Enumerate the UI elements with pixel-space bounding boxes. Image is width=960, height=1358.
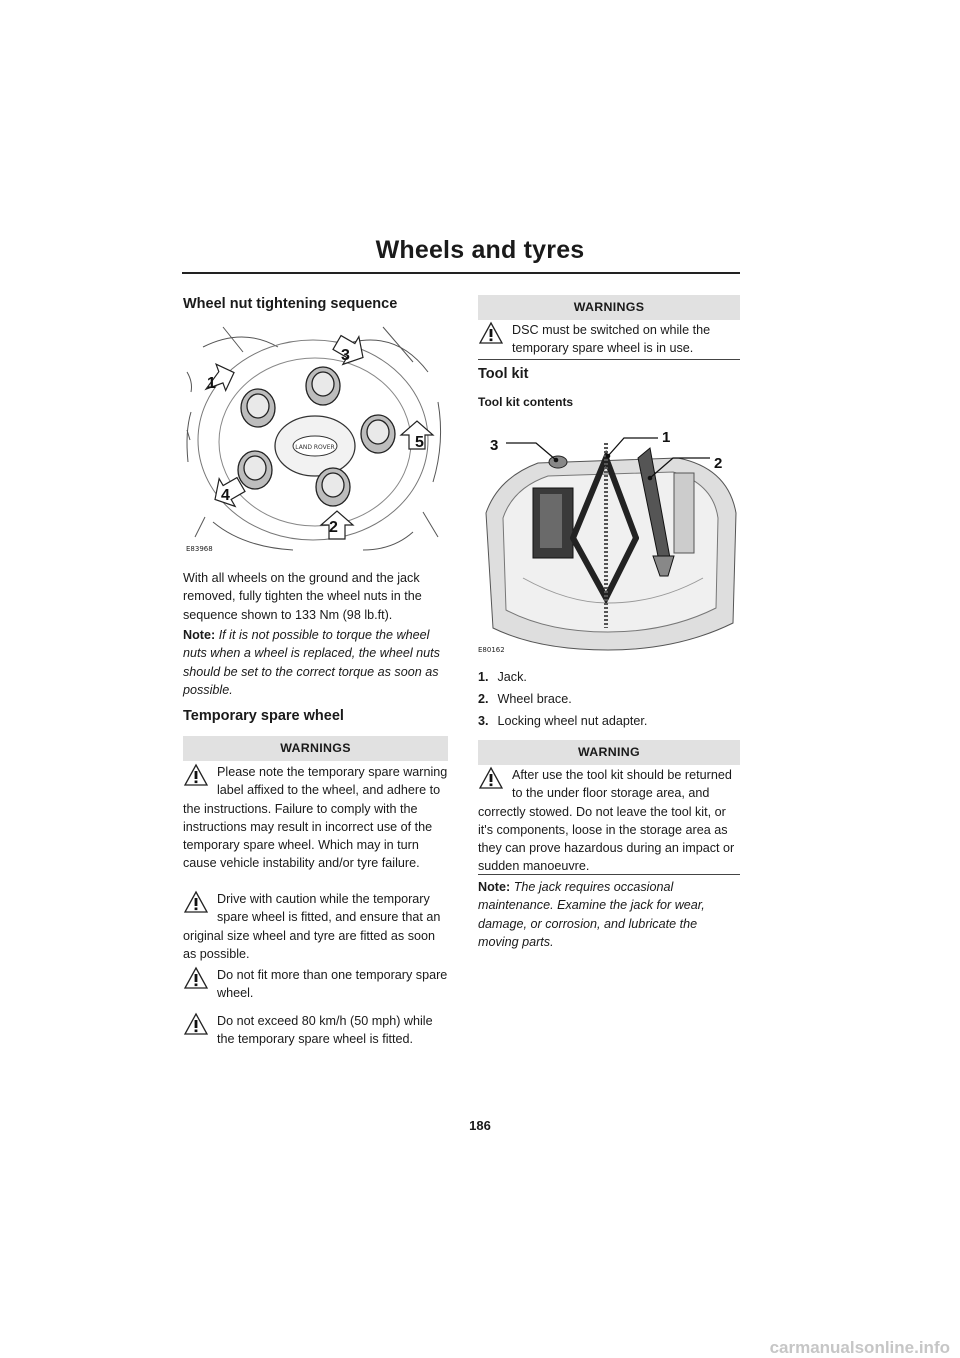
warning-item-caution <box>183 890 448 963</box>
warning-item-stow <box>478 766 740 876</box>
list-text: Locking wheel nut adapter. <box>497 714 648 728</box>
warning-triangle-icon <box>183 966 217 1002</box>
list-text: Wheel brace. <box>497 692 572 706</box>
fig1-code: E83968 <box>186 545 213 553</box>
list-number: 3. <box>478 714 489 728</box>
warning-header: WARNING <box>478 740 740 765</box>
list-item <box>478 666 740 688</box>
fig1-label-1: 1 <box>207 375 216 392</box>
fig2-code: E80162 <box>478 646 505 654</box>
section-title-wheel-nut: Wheel nut tightening sequence <box>183 296 398 312</box>
list-text: Jack. <box>497 670 527 684</box>
fig2-label-2: 2 <box>714 455 723 472</box>
warning-triangle-icon <box>183 890 217 926</box>
note-text: The jack requires occasional maintenance. Examine the jack for wear, damage, or corrosion, and lubricate the moving parts. <box>478 880 705 949</box>
warning-text: DSC must be switched on while the temporary spare wheel is in use. <box>512 323 711 356</box>
tool-kit-figure <box>478 418 740 654</box>
title-rule <box>182 272 740 274</box>
list-number: 1. <box>478 670 489 684</box>
note-torque <box>183 626 448 699</box>
warning-triangle-icon <box>183 763 217 799</box>
warning-item-speed <box>183 1012 448 1049</box>
list-item <box>478 688 740 710</box>
fig1-label-3: 3 <box>341 347 350 364</box>
note-text: If it is not possible to torque the wheel nuts when a wheel is replaced, the wheel nuts should be set to the correct torque as soon as possible. <box>183 628 440 697</box>
page-number: 186 <box>469 1118 491 1133</box>
list-number: 2. <box>478 692 489 706</box>
warnings-header: WARNINGS <box>478 295 740 320</box>
warning-rule <box>478 359 740 360</box>
fig2-label-3: 3 <box>490 437 499 454</box>
note-label: Note: <box>183 628 216 642</box>
warning-text: Do not exceed 80 km/h (50 mph) while the temporary spare wheel is fitted. <box>217 1014 433 1047</box>
section-title-temporary-spare: Temporary spare wheel <box>183 708 344 724</box>
subtitle-tool-kit-contents: Tool kit contents <box>478 395 574 409</box>
fig1-label-2: 2 <box>329 519 338 536</box>
page-title: Wheels and tyres <box>375 236 585 264</box>
warning-item-dsc <box>478 321 740 358</box>
list-item <box>478 710 740 732</box>
warning-item-one-spare <box>183 966 448 1003</box>
warning-item-label <box>183 763 448 873</box>
para-tightening: With all wheels on the ground and the jack removed, fully tighten the wheel nuts in the sequence shown to 133 Nm (98 lb.ft). <box>183 571 422 622</box>
warning-text: Do not fit more than one temporary spare wheel. <box>217 968 448 1001</box>
warning-triangle-icon <box>478 766 512 802</box>
fig2-label-1: 1 <box>662 429 671 446</box>
wheel-nut-sequence-figure <box>183 322 448 554</box>
watermark: carmanualsonline.info <box>769 1338 950 1357</box>
warning-text: Please note the temporary spare warning label affixed to the wheel, and adhere to the instructions. Failure to comply with the instructions may result in incorrect use of the temporary spare wheel. Which may in turn cause vehicle instability and/or tyre failure. <box>183 765 448 871</box>
note-jack-maintenance <box>478 878 740 951</box>
warning-text: After use the tool kit should be returned to the under floor storage area, and correctly stowed. Do not leave the tool kit, or it's components, loose in the storage area as they can prove hazardous during an impact or sudden manoeuvre. <box>478 768 735 874</box>
note-label: Note: <box>478 880 511 894</box>
tool-kit-list <box>478 666 740 732</box>
warning-rule <box>478 874 740 875</box>
fig1-label-5: 5 <box>415 434 424 451</box>
svg-text:LAND ROVER: LAND ROVER <box>295 444 335 451</box>
warning-text: Drive with caution while the temporary spare wheel is fitted, and ensure that an original size wheel and tyre are fitted as soon as possible. <box>183 892 441 961</box>
warning-triangle-icon <box>183 1012 217 1048</box>
section-title-tool-kit: Tool kit <box>478 366 529 382</box>
warnings-header: WARNINGS <box>183 736 448 761</box>
fig1-label-4: 4 <box>221 487 230 504</box>
warning-triangle-icon <box>478 321 512 357</box>
